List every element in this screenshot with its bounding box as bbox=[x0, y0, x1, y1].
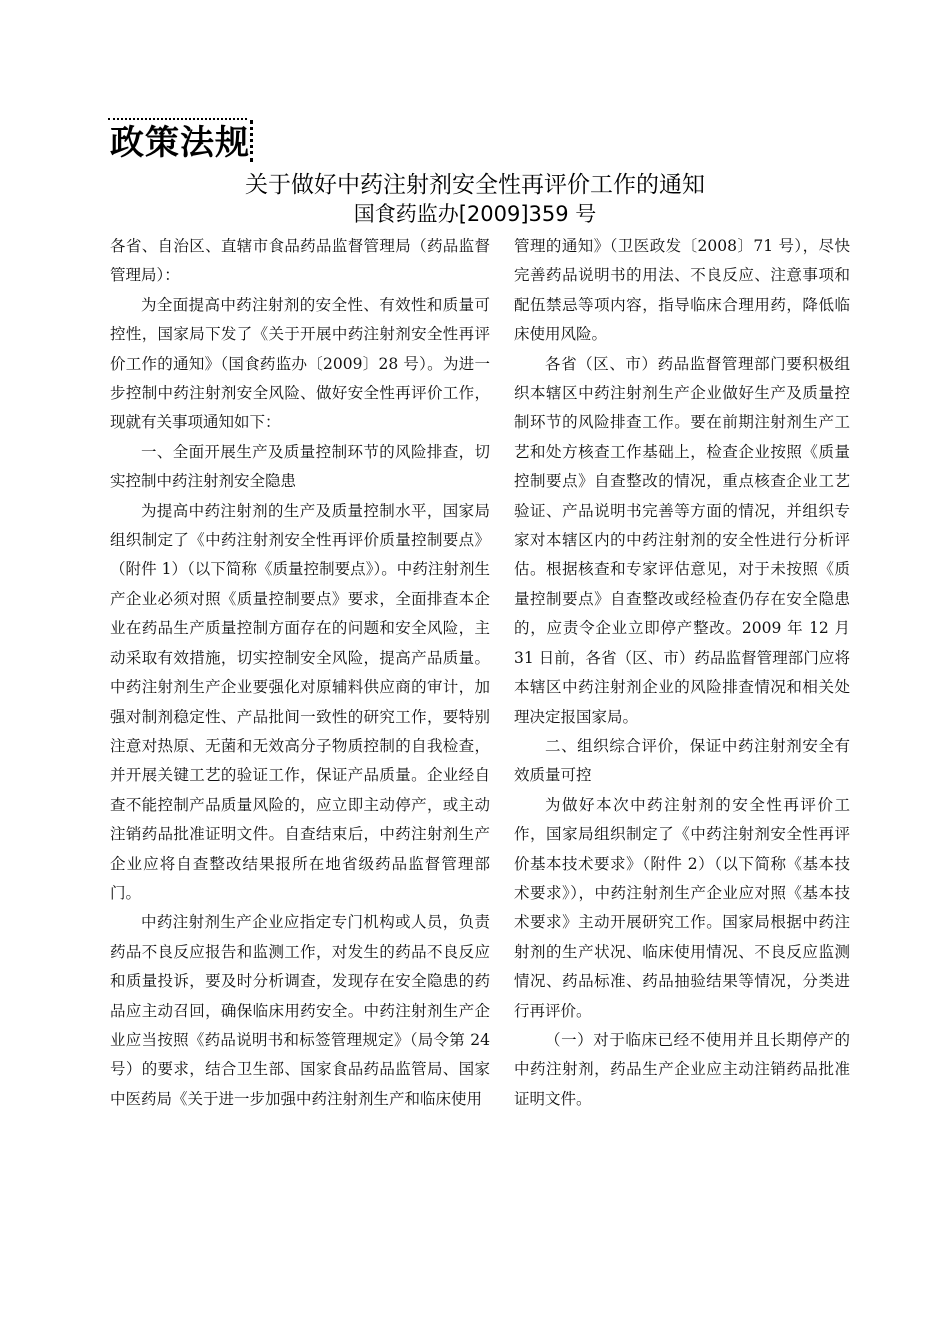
paragraph: 中药注射剂生产企业应指定专门机构或人员，负责药品不良反应报告和监测工作，对发生的药品不良反应和质量投诉，要及时分析调查，发现存在安全隐患的药品应主动召回，确保临床用药安全。中药注射剂生产企业应当按照《药品说明书和标签管理规定》（局令第 24 号）的要求，结合卫生部、国家食品药品监管局、国家中医药局《关于进一步加强中药注射剂生产和临床使用 bbox=[110, 913, 490, 1108]
paragraph: （一）对于临床已经不使用并且长期停产的中药注射剂，药品生产企业应主动注销药品批准证明文件。 bbox=[514, 1030, 850, 1108]
paragraph: 各省（区、市）药品监督管理部门要积极组织本辖区中药注射剂生产企业做好生产及质量控制环节的风险排查工作。要在前期注射剂生产工艺和处方核查工作基础上，检查企业按照《质量控制要点》自查整改的情况，重点核查企业工艺验证、产品说明书完善等方面的情况，并组织专家对本辖区内的中药注射剂的安全性进行分析评估。根据核查和专家评估意见，对于未按照《质量控制要点》自查整改或经检查仍存在安全隐患的，应责令企业立即停产整改。2009 年 12 月 31 日前，各省（区、市）药品监督管理部门应将本辖区中药注射剂企业的风险排查情况和相关处理决定报国家局。 bbox=[514, 354, 850, 726]
document-number: 国食药监办[2009]359 号 bbox=[353, 202, 597, 226]
right-column bbox=[514, 232, 850, 1114]
paragraph-salutation: 各省、自治区、直辖市食品药品监督管理局（药品监督管理局）： bbox=[110, 237, 490, 285]
dotted-right-border bbox=[250, 120, 253, 162]
paragraph: 为全面提高中药注射剂的安全性、有效性和质量可控性，国家局下发了《关于开展中药注射剂安全性再评价工作的通知》（国食药监办〔2009〕28 号）。为进一步控制中药注射剂安全风险、做好安全性再评价工作，现就有关事项通知如下： bbox=[110, 295, 490, 432]
document-title: 关于做好中药注射剂安全性再评价工作的通知 bbox=[245, 172, 705, 198]
paragraph-continued: 管理的通知》（卫医政发〔2008〕71 号），尽快完善药品说明书的用法、不良反应、注意事项和配伍禁忌等项内容，指导临床合理用药，降低临床使用风险。 bbox=[514, 237, 850, 344]
section-label-text: 政策法规 bbox=[110, 123, 250, 163]
dotted-top-border bbox=[108, 118, 247, 120]
section-heading-1: 一、全面开展生产及质量控制环节的风险排查，切实控制中药注射剂安全隐患 bbox=[110, 442, 490, 491]
section-heading-2: 二、组织综合评价，保证中药注射剂安全有效质量可控 bbox=[514, 736, 850, 785]
paragraph: 为提高中药注射剂的生产及质量控制水平，国家局组织制定了《中药注射剂安全性再评价质量控制要点》（附件 1）（以下简称《质量控制要点》）。中药注射剂生产企业必须对照《质量控制要点》要求，全面排查本企业在药品生产质量控制方面存在的问题和安全风险，主动采取有效措施，切实控制安全风险，提高产品质量。中药注射剂生产企业要强化对原辅料供应商的审计，加强对制剂稳定性、产品批间一致性的研究工作，要特别注意对热原、无菌和无效高分子物质控制的自我检查，并开展关键工艺的验证工作，保证产品质量。企业经自查不能控制产品质量风险的，应立即主动停产，或主动注销药品批准证明文件。自查结束后，中药注射剂生产企业应将自查整改结果报所在地省级药品监督管理部门。 bbox=[110, 501, 490, 902]
left-column bbox=[110, 232, 490, 1114]
paragraph: 为做好本次中药注射剂的安全性再评价工作，国家局组织制定了《中药注射剂安全性再评价基本技术要求》（附件 2）（以下简称《基本技术要求》），中药注射剂生产企业应对照《基本技术要求》主动开展研究工作。国家局根据中药注射剂的生产状况、临床使用情况、不良反应监测情况、药品标准、药品抽验结果等情况，分类进行再评价。 bbox=[514, 795, 850, 1020]
section-label bbox=[108, 120, 253, 166]
